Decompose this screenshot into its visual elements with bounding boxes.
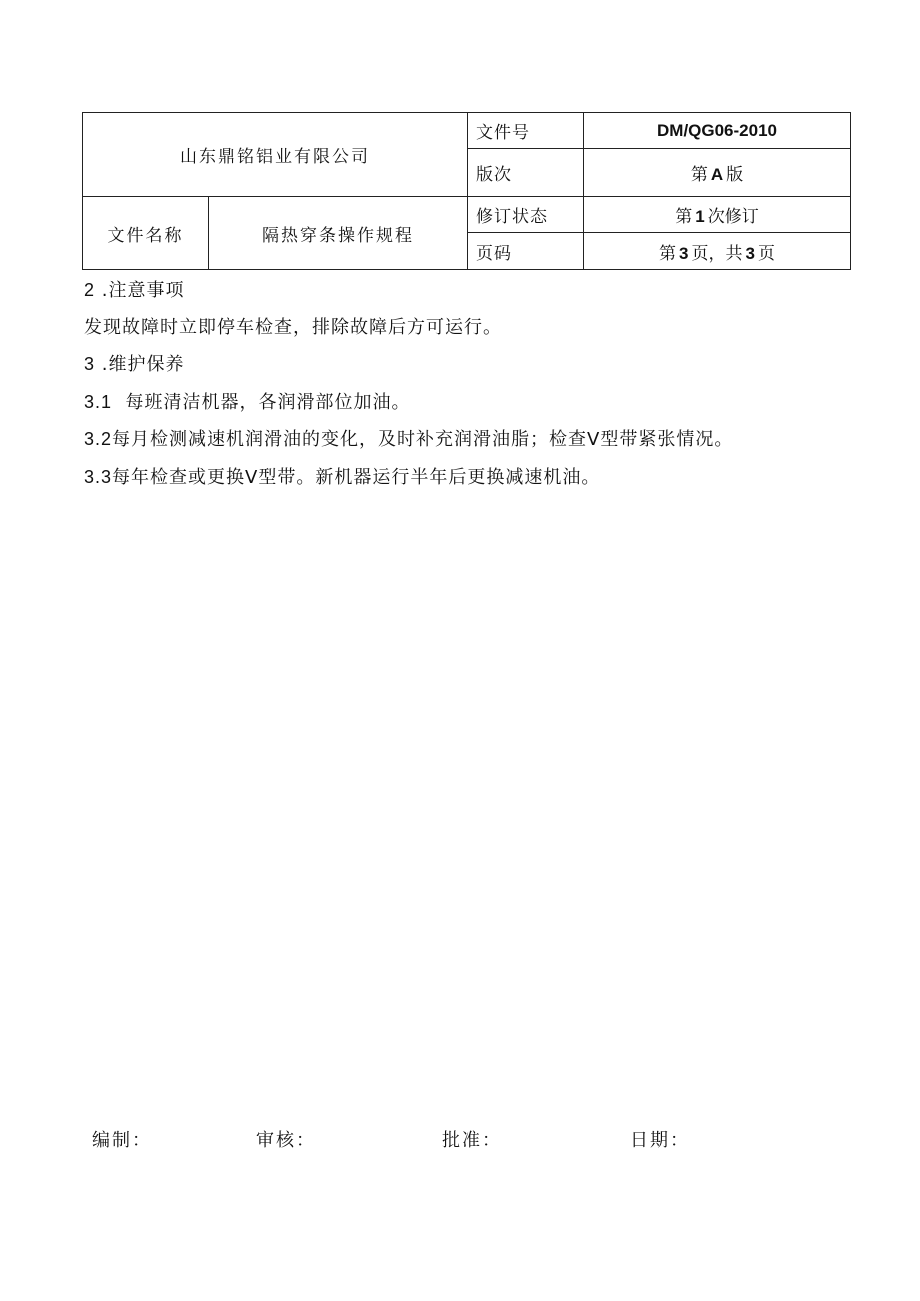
editor-label: 编制： [92, 1130, 152, 1151]
version-suffix: 版 [726, 165, 744, 185]
clause-3-1 [84, 384, 844, 422]
paragraph-text: 发现故障时立即停车检查，排除故障后方可运行。 [84, 316, 502, 338]
clause-text: 每月检测减速机润滑油的变化，及时补充润滑油脂；检查V型带紧张情况。 [112, 429, 734, 450]
reviewer-label: 审核： [256, 1130, 316, 1151]
clause-text: 每年检查或更换V型带。新机器运行半年后更换减速机油。 [112, 466, 601, 488]
page-prefix: 第 [659, 243, 677, 264]
page-label: 页码 [468, 233, 584, 270]
section-title: .注意事项 [95, 280, 185, 301]
doc-number-text: DM/QG06-2010 [657, 120, 777, 140]
revision-value [584, 197, 851, 233]
section-heading-notes [84, 272, 844, 310]
clause-3-2 [84, 421, 844, 459]
clause-3-3 [84, 459, 844, 497]
section-number: 3 [84, 354, 96, 374]
version-prefix: 第 [690, 165, 708, 185]
clause-text: 每班清洁机器，各润滑部位加油。 [112, 391, 411, 413]
page-current: 3 [679, 243, 689, 263]
file-name-label: 文件名称 [83, 197, 209, 270]
date-label: 日期： [630, 1130, 690, 1151]
file-name-value: 隔热穿条操作规程 [209, 197, 468, 270]
document-header-table [82, 112, 851, 270]
section-heading-maintenance [84, 346, 844, 384]
section-title: .维护保养 [95, 354, 185, 375]
page-value [584, 233, 851, 270]
doc-number-value [584, 113, 851, 149]
revision-label: 修订状态 [468, 197, 584, 233]
revision-suffix: 次修订 [707, 207, 759, 227]
version-value [584, 149, 851, 197]
clause-number: 3.1 [84, 391, 113, 412]
paragraph-line [84, 310, 844, 347]
doc-number-label: 文件号 [468, 113, 584, 149]
clause-number: 3.2 [84, 429, 113, 449]
revision-prefix: 第 [675, 207, 693, 227]
version-code: A [710, 165, 724, 184]
document-body [84, 272, 844, 496]
company-name: 山东鼎铭铝业有限公司 [83, 113, 468, 197]
page-suffix: 页 [757, 243, 775, 264]
page-mid: 页，共 [691, 243, 743, 264]
section-number: 2 [84, 280, 96, 300]
version-label: 版次 [468, 149, 584, 197]
revision-number: 1 [695, 207, 705, 226]
clause-number: 3.3 [84, 466, 113, 487]
approver-label: 批准： [442, 1130, 502, 1151]
page-total: 3 [745, 243, 755, 263]
